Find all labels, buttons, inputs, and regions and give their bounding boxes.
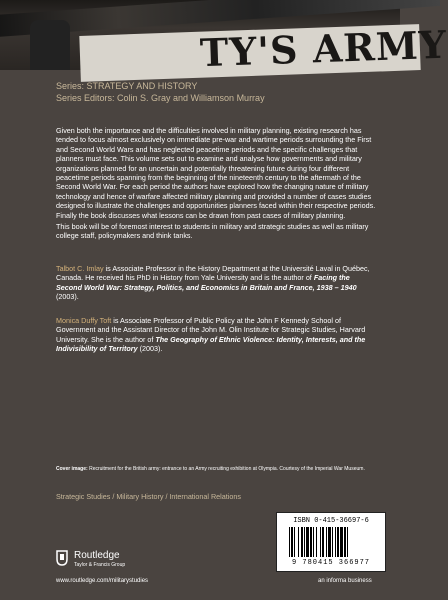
barcode-bar <box>335 527 336 557</box>
series-title: Series: STRATEGY AND HISTORY <box>56 81 198 91</box>
barcode-bar <box>304 527 305 557</box>
barcode-bar <box>322 527 324 557</box>
barcode-bar <box>294 527 295 557</box>
author-bio-end: (2003). <box>56 292 79 302</box>
barcode-bar <box>326 527 327 557</box>
barcode-bar <box>340 527 343 557</box>
isbn-label: ISBN 0-415-36697-6 <box>293 517 369 525</box>
description <box>56 126 376 243</box>
author-bio-text: is Associate Professor of Public Policy at the John F Kennedy School of Government and the Assistant Director of the John M. Olin Institute for Strategic Studies, Harvard University. She is the author of <box>56 316 366 344</box>
series-editors: Series Editors: Colin S. Gray and Williamson Murray <box>56 93 265 103</box>
barcode-bar <box>298 527 299 557</box>
isbn-number: 9 780415 366977 <box>291 559 370 567</box>
barcode-bar <box>313 527 314 557</box>
author-book-title: Facing the Second World War: Strategy, Politics, and Economics in Britain and France, 1938 – 1940 <box>56 273 357 292</box>
informa-tagline: an informa business <box>318 578 372 584</box>
photo-figure <box>30 20 70 70</box>
barcode-bar <box>310 527 312 557</box>
subject-categories: Strategic Studies / Military History / International Relations <box>56 492 241 501</box>
cover-credit-label: Cover image: <box>56 466 88 472</box>
army-sign-text: TY'S ARMY <box>199 21 448 76</box>
description-paragraph-1: Given both the importance and the difficulties involved in military planning, existing research has tended to focus almost exclusively on immediate pre-war and wartime periods surrounding the First and Second World Wars and has neglected peacetime periods and the specific challenges that planners must face. This volume sets out to examine and analyse how governments and military organizations planned for an uncertain and potentially threatening future during four different peacetime periods spanning from the beginning of the nineteenth century to the aftermath of the Second World War. For each period the authors have explored how the changing nature of military technology and hence of warfare affected military planning and provided a number of cases studies designed to illustrate the challenges and opportunities planners faced within their respective periods. Finally the book discusses what lessons can be drawn from past cases of military planning. <box>56 126 376 220</box>
publisher-name: Routledge <box>74 550 120 561</box>
author-bio-2 <box>56 316 376 354</box>
cover-credit-text: Recruitment for the British army: entrance to an Army recruiting exhibition at Olympia. Courtesy of the Imperial War Museum. <box>87 466 365 472</box>
barcode-bar <box>332 527 333 557</box>
barcode-bar <box>301 527 303 557</box>
author-book-title: The Geography of Ethnic Violence: Identity, Interests, and the Indivisibility of Territory <box>56 334 366 354</box>
barcode-bar <box>328 527 331 557</box>
routledge-logo-icon <box>54 550 70 566</box>
barcode-bar <box>344 527 346 557</box>
cover-image-credit <box>56 466 376 473</box>
barcode-bar <box>306 527 309 557</box>
publisher-website: www.routledge.com/militarystudies <box>56 578 149 584</box>
barcode-bar <box>320 527 321 557</box>
author-name: Talbot C. Imlay <box>56 264 104 273</box>
barcode-bar <box>347 527 348 557</box>
author-bio-end: (2003). <box>137 344 163 354</box>
publisher-group: Taylor & Francis Group <box>74 562 126 568</box>
cover-photo <box>0 0 448 76</box>
barcode <box>276 512 386 572</box>
barcode-bar <box>289 527 290 557</box>
barcode-bar <box>316 527 317 557</box>
author-bio-text: is Associate Professor in the History Department at the Université Laval in Québec, Canada. He received his PhD in History from Yale University and is the author of <box>56 264 370 283</box>
barcode-bar <box>291 527 293 557</box>
barcode-bars <box>287 527 375 557</box>
author-bio-1 <box>56 264 376 302</box>
author-name: Monica Duffy Toft <box>56 316 112 325</box>
series-info <box>56 80 376 104</box>
barcode-bar <box>337 527 339 557</box>
description-paragraph-2: This book will be of foremost interest to students in military and strategic studies as well as military college staff, policymakers and think tanks. <box>56 222 369 241</box>
